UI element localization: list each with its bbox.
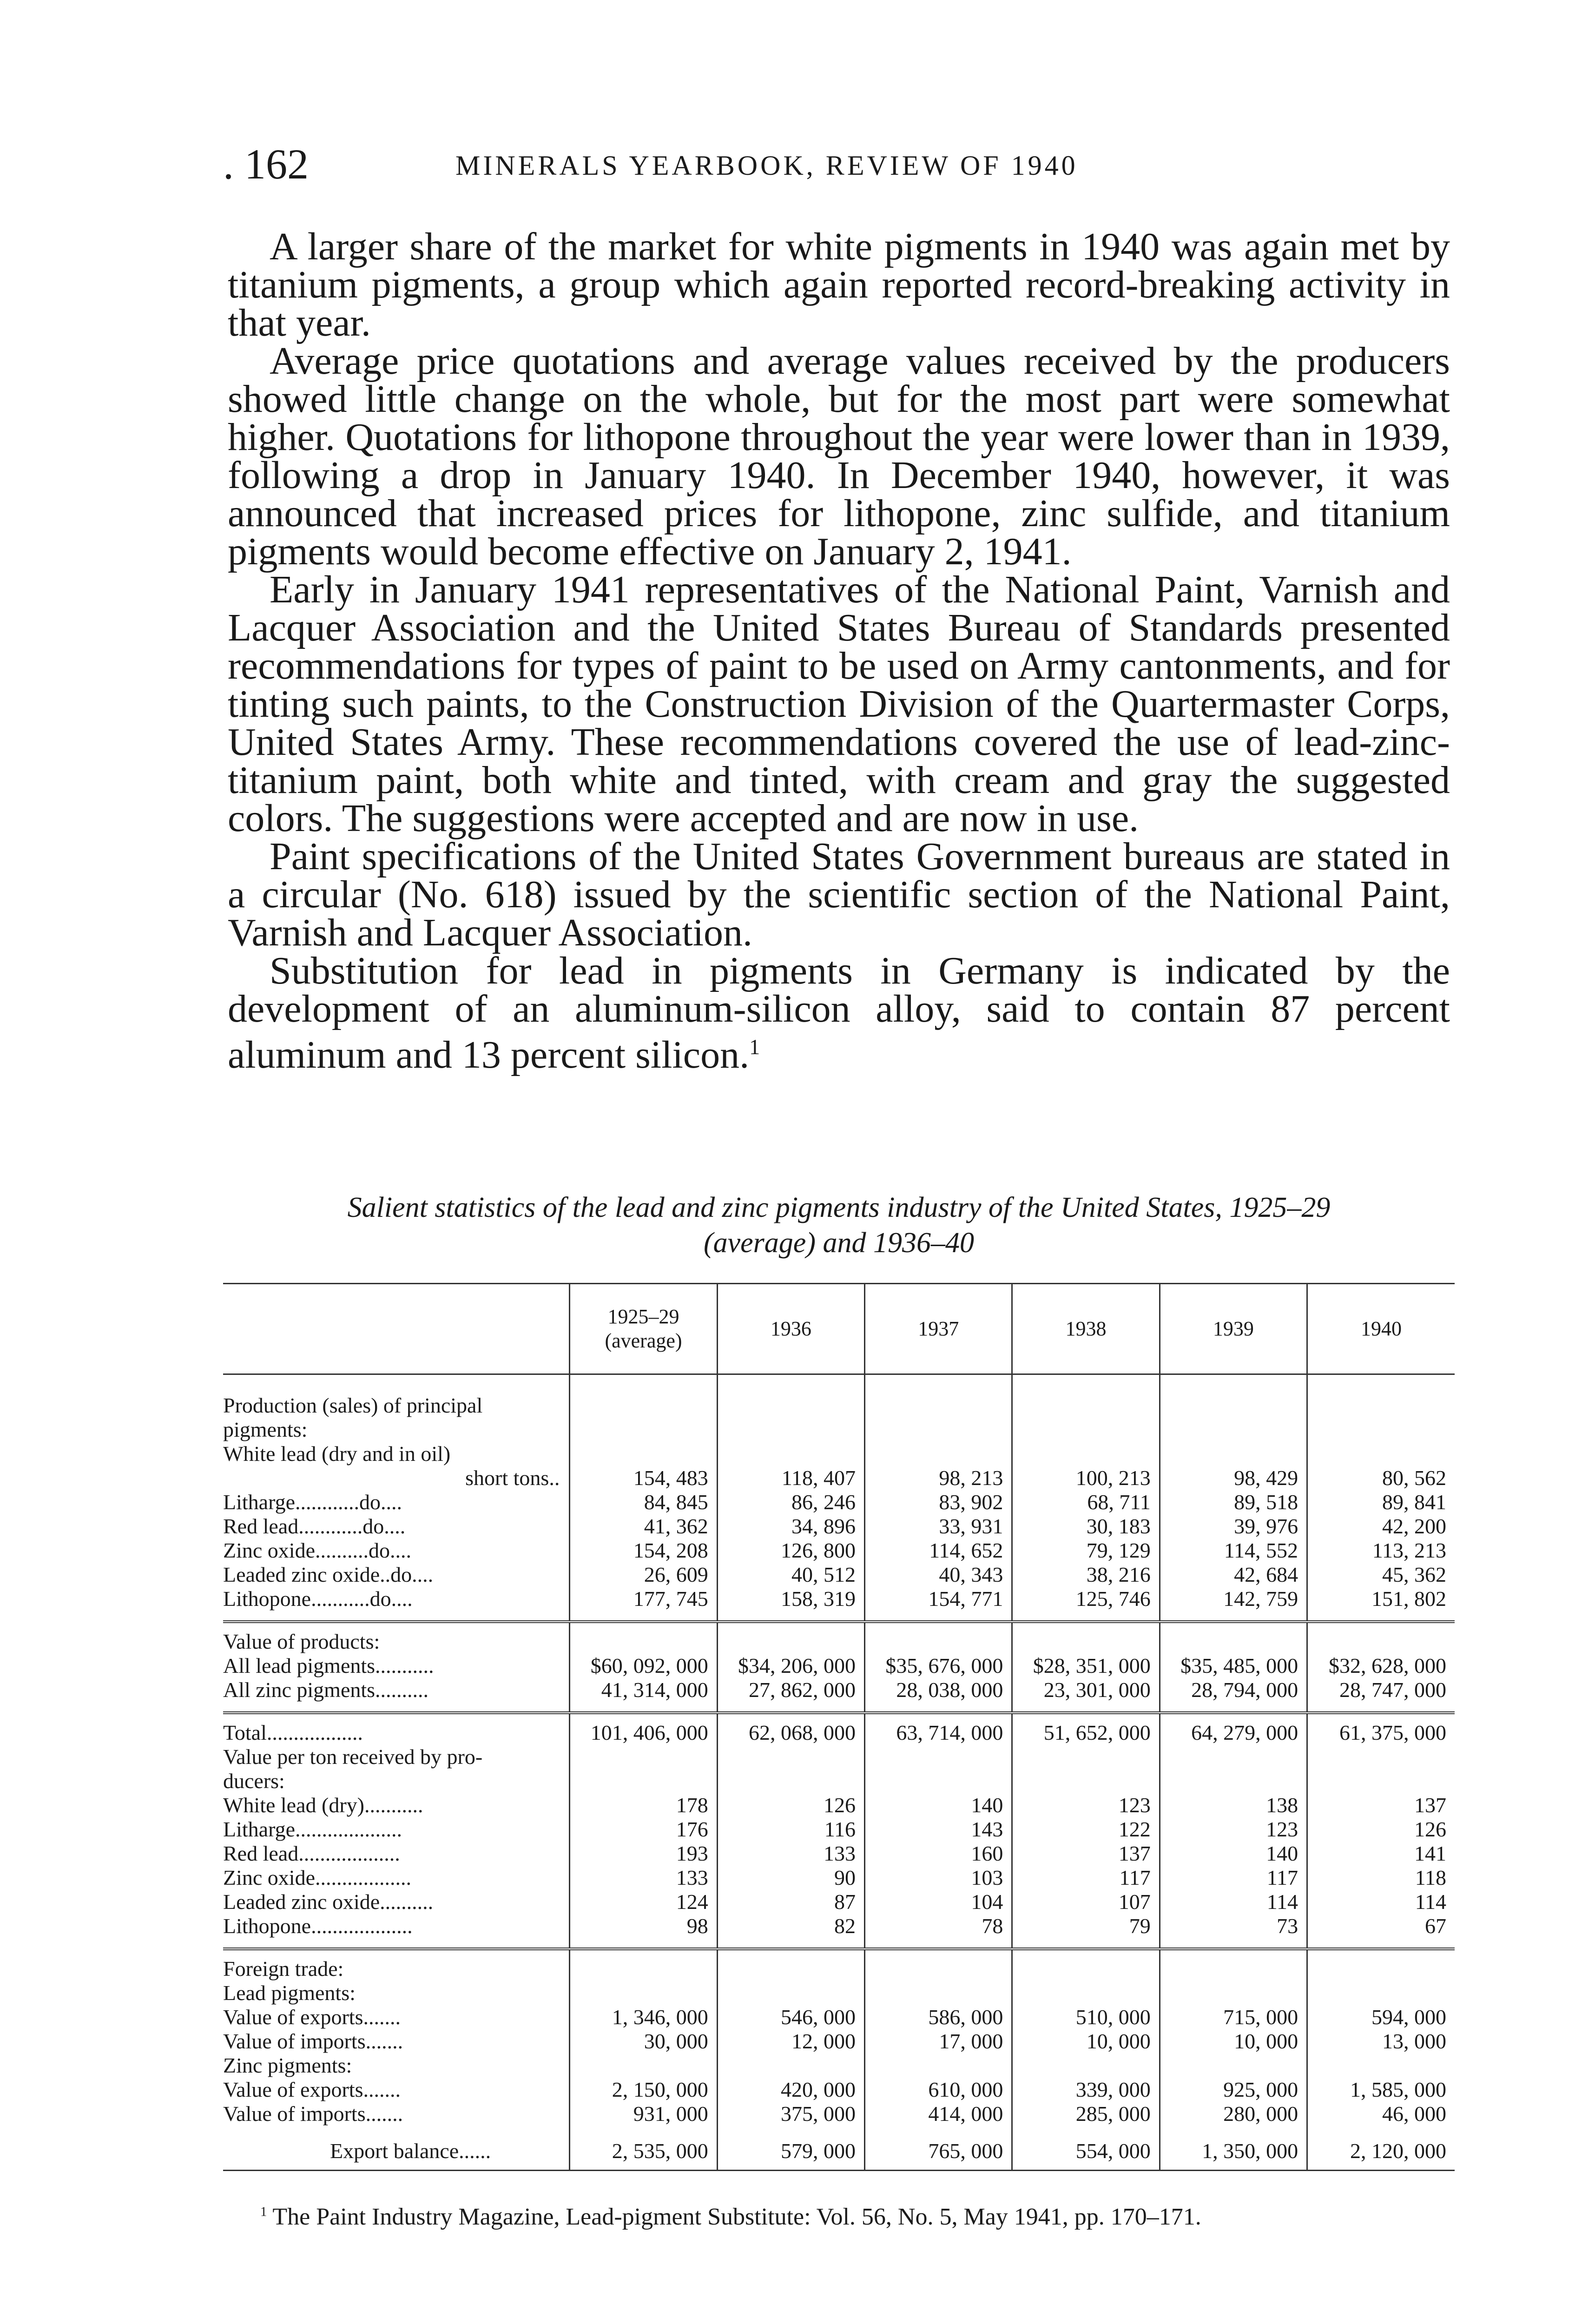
table-cell: 45, 362	[1307, 1563, 1455, 1587]
column-header-line: 1925–29	[607, 1305, 679, 1328]
table-row: Red lead................... 193 133 160 137 140 141	[223, 1842, 1455, 1866]
table-cell: 28, 747, 000	[1307, 1678, 1455, 1702]
table-cell: 124	[570, 1890, 717, 1914]
table-cell: 125, 746	[1012, 1587, 1160, 1611]
paragraph: Early in January 1941 representatives of the National Paint, Varnish and Lacquer Association and the United States Bureau of Standards presented recommendations for types of paint to be used on Army cantonments, and for tinting such paints, to the Construction Division of the Quartermaster Corps, United States Army. These recommendations covered the use of lead-zinc-titanium paint, both white and tinted, with cream and gray the suggested colors. The suggestions were accepted and are now in use.	[228, 568, 1450, 840]
table-cell: 715, 000	[1160, 2005, 1307, 2029]
table-row-total: Total.................. 101, 406, 000 62, 068, 000 63, 714, 000 51, 652, 000 64, 279, 000 61, 375, 000	[223, 1713, 1455, 1745]
running-title: MINERALS YEARBOOK, REVIEW OF 1940	[455, 150, 1078, 181]
table-cell: 42, 200	[1307, 1514, 1455, 1538]
column-header-1925-29	[570, 1284, 717, 1374]
table-cell: 87	[717, 1890, 864, 1914]
table-cell: 931, 000	[570, 2102, 717, 2126]
table-cell: 42, 684	[1160, 1563, 1307, 1587]
table-cell: 594, 000	[1307, 2005, 1455, 2029]
table-row: Zinc oxide.................. 133 90 103 117 117 118	[223, 1866, 1455, 1890]
table-row: short tons.. 154, 483 118, 407 98, 213 100, 213 98, 429 80, 562	[223, 1466, 1455, 1490]
table-cell: 17, 000	[865, 2029, 1012, 2053]
page-header	[223, 139, 1450, 191]
table-cell: 2, 120, 000	[1307, 2126, 1455, 2171]
table-cell: $34, 206, 000	[717, 1654, 864, 1678]
table-cell: 86, 246	[717, 1490, 864, 1514]
page-number: . 162	[223, 140, 309, 188]
table-cell: 28, 794, 000	[1160, 1678, 1307, 1702]
table-cell: 1, 585, 000	[1307, 2078, 1455, 2102]
table-cell: 140	[865, 1793, 1012, 1817]
table-section-heading: Production (sales) of principal	[223, 1393, 1455, 1418]
table-cell: 126	[1307, 1817, 1455, 1842]
table-cell: 339, 000	[1012, 2078, 1160, 2102]
table-row-export-balance: Export balance...... 2, 535, 000 579, 000 765, 000 554, 000 1, 350, 000 2, 120, 000	[223, 2126, 1455, 2171]
column-header-1936: 1936	[717, 1284, 864, 1374]
table-cell: 114	[1307, 1890, 1455, 1914]
table-row: Lithopone...........do.... 177, 745 158, 319 154, 771 125, 746 142, 759 151, 802	[223, 1587, 1455, 1611]
table-cell: 41, 314, 000	[570, 1678, 717, 1702]
table-cell: 137	[1307, 1793, 1455, 1817]
table-cell: 79	[1012, 1914, 1160, 1938]
table-cell: 765, 000	[865, 2126, 1012, 2171]
table-cell: 1, 350, 000	[1160, 2126, 1307, 2171]
table-cell: 23, 301, 000	[1012, 1678, 1160, 1702]
table-cell: 79, 129	[1012, 1538, 1160, 1563]
table-cell: 546, 000	[717, 2005, 864, 2029]
table-cell: 80, 562	[1307, 1466, 1455, 1490]
column-header-1940: 1940	[1307, 1284, 1455, 1374]
table-cell: 101, 406, 000	[570, 1713, 717, 1745]
table-cell: 33, 931	[865, 1514, 1012, 1538]
table-cell: 40, 512	[717, 1563, 864, 1587]
table-cell: 280, 000	[1160, 2102, 1307, 2126]
table-cell: 107	[1012, 1890, 1160, 1914]
table-cell: 118, 407	[717, 1466, 864, 1490]
table-caption-line: (average) and 1936–40	[704, 1227, 974, 1259]
table-section-heading: Value of products:	[223, 1622, 1455, 1654]
table-cell: 28, 038, 000	[865, 1678, 1012, 1702]
table-cell: 68, 711	[1012, 1490, 1160, 1514]
table-cell: 133	[717, 1842, 864, 1866]
table-caption-line: Salient statistics of the lead and zinc pigments industry of the United States, 1925–29	[347, 1192, 1331, 1223]
table-cell: 925, 000	[1160, 2078, 1307, 2102]
table-cell: 160	[865, 1842, 1012, 1866]
table-cell: 126	[717, 1793, 864, 1817]
table-row: Leaded zinc oxide.......... 124 87 104 107 114 114	[223, 1890, 1455, 1914]
paragraph	[228, 949, 1450, 1076]
table-cell: $32, 628, 000	[1307, 1654, 1455, 1678]
table-cell: 82	[717, 1914, 864, 1938]
column-header-line: (average)	[605, 1329, 682, 1352]
column-header-1939: 1939	[1160, 1284, 1307, 1374]
table-cell: 26, 609	[570, 1563, 717, 1587]
table-cell: 117	[1012, 1866, 1160, 1890]
table-cell: 114, 652	[865, 1538, 1012, 1563]
table-row: All lead pigments........... $60, 092, 000 $34, 206, 000 $35, 676, 000 $28, 351, 000 $35, 485, 000 $32, 628, 000	[223, 1654, 1455, 1678]
paragraph-text: Substitution for lead in pigments in Germany is indicated by the development of an aluminum-silicon alloy, said to contain 87 percent aluminum and 13 percent silicon.	[228, 949, 1450, 1076]
table-cell: 13, 000	[1307, 2029, 1455, 2053]
table-cell: 122	[1012, 1817, 1160, 1842]
footnote-reference: 1	[749, 1035, 760, 1059]
table-cell: 10, 000	[1160, 2029, 1307, 2053]
table-section-heading: Foreign trade:	[223, 1949, 1455, 1981]
table-cell: 137	[1012, 1842, 1160, 1866]
table-separator	[223, 1702, 1455, 1713]
table-section-heading: ducers:	[223, 1769, 1455, 1793]
table-cell: 12, 000	[717, 2029, 864, 2053]
table-row: Red lead............do.... 41, 362 34, 896 33, 931 30, 183 39, 976 42, 200	[223, 1514, 1455, 1538]
table-row: All zinc pigments.......... 41, 314, 000 27, 862, 000 28, 038, 000 23, 301, 000 28, 794, 000 28, 747, 000	[223, 1678, 1455, 1702]
table-cell: 375, 000	[717, 2102, 864, 2126]
table-cell: 285, 000	[1012, 2102, 1160, 2126]
table-cell: 151, 802	[1307, 1587, 1455, 1611]
table-cell: 158, 319	[717, 1587, 864, 1611]
table-cell: 39, 976	[1160, 1514, 1307, 1538]
table-cell: $35, 676, 000	[865, 1654, 1012, 1678]
table-cell: 41, 362	[570, 1514, 717, 1538]
table-cell: 90	[717, 1866, 864, 1890]
table-row: Value of imports....... 931, 000 375, 000 414, 000 285, 000 280, 000 46, 000	[223, 2102, 1455, 2126]
table-cell: 83, 902	[865, 1490, 1012, 1514]
table-cell: 100, 213	[1012, 1466, 1160, 1490]
table-cell: 98, 429	[1160, 1466, 1307, 1490]
table-cell: 116	[717, 1817, 864, 1842]
table-cell: 84, 845	[570, 1490, 717, 1514]
paragraph: Paint specifications of the United States Government bureaus are stated in a circular (No. 618) issued by the scientific section of the National Paint, Varnish and Lacquer Association.	[228, 835, 1450, 954]
table-cell: 46, 000	[1307, 2102, 1455, 2126]
table-cell: 154, 208	[570, 1538, 717, 1563]
table-cell: 118	[1307, 1866, 1455, 1890]
table-cell: $35, 485, 000	[1160, 1654, 1307, 1678]
body-text	[228, 225, 1450, 1076]
table-cell: 27, 862, 000	[717, 1678, 864, 1702]
table-cell: 414, 000	[865, 2102, 1012, 2126]
table-cell: 38, 216	[1012, 1563, 1160, 1587]
paragraph: Average price quotations and average values received by the producers showed little change on the whole, but for the most part were somewhat higher. Quotations for lithopone throughout the year were lower than in 1939, following a drop in January 1940. In December 1940, however, it was announced that increased prices for lithopone, zinc sulfide, and titanium pigments would become effective on January 2, 1941.	[228, 339, 1450, 573]
table-cell: 103	[865, 1866, 1012, 1890]
footnote-mark: 1	[260, 2205, 267, 2219]
table-caption	[228, 1190, 1450, 1261]
table-cell: 30, 000	[570, 2029, 717, 2053]
table-cell: 586, 000	[865, 2005, 1012, 2029]
table-cell: 61, 375, 000	[1307, 1713, 1455, 1745]
table-cell: 10, 000	[1012, 2029, 1160, 2053]
table-cell: 113, 213	[1307, 1538, 1455, 1563]
table-header-row	[223, 1284, 1455, 1374]
table-cell: 176	[570, 1817, 717, 1842]
table-row: Value of exports....... 1, 346, 000 546, 000 586, 000 510, 000 715, 000 594, 000	[223, 2005, 1455, 2029]
table-cell: 117	[1160, 1866, 1307, 1890]
footnote	[260, 2203, 1201, 2231]
table-cell: 138	[1160, 1793, 1307, 1817]
table-cell: 98	[570, 1914, 717, 1938]
table-cell: 30, 183	[1012, 1514, 1160, 1538]
table-section-heading: Value per ton received by pro-	[223, 1745, 1455, 1769]
table-cell: 34, 896	[717, 1514, 864, 1538]
table-cell: $28, 351, 000	[1012, 1654, 1160, 1678]
table-cell: 89, 518	[1160, 1490, 1307, 1514]
table-cell: 98, 213	[865, 1466, 1012, 1490]
table-section-heading: Zinc pigments:	[223, 2053, 1455, 2078]
table-cell: 89, 841	[1307, 1490, 1455, 1514]
table-cell: 177, 745	[570, 1587, 717, 1611]
table-cell: 510, 000	[1012, 2005, 1160, 2029]
table-separator	[223, 1938, 1455, 1949]
table-cell: 1, 346, 000	[570, 2005, 717, 2029]
table-cell: 610, 000	[865, 2078, 1012, 2102]
table-cell: 123	[1160, 1817, 1307, 1842]
table-row: White lead (dry)........... 178 126 140 123 138 137	[223, 1793, 1455, 1817]
table-cell: 40, 343	[865, 1563, 1012, 1587]
table-cell: 126, 800	[717, 1538, 864, 1563]
table-cell: 143	[865, 1817, 1012, 1842]
table-cell: 73	[1160, 1914, 1307, 1938]
table-cell: 67	[1307, 1914, 1455, 1938]
table-cell: 133	[570, 1866, 717, 1890]
table-cell: 2, 150, 000	[570, 2078, 717, 2102]
table-cell: 554, 000	[1012, 2126, 1160, 2171]
table-cell: 420, 000	[717, 2078, 864, 2102]
table-cell: 193	[570, 1842, 717, 1866]
table-row: Leaded zinc oxide..do.... 26, 609 40, 512 40, 343 38, 216 42, 684 45, 362	[223, 1563, 1455, 1587]
table-cell: 142, 759	[1160, 1587, 1307, 1611]
table-row: Litharge.................... 176 116 143 122 123 126	[223, 1817, 1455, 1842]
table-row: Litharge............do.... 84, 845 86, 246 83, 902 68, 711 89, 518 89, 841	[223, 1490, 1455, 1514]
table-cell: 178	[570, 1793, 717, 1817]
table-cell: 2, 535, 000	[570, 2126, 717, 2171]
table-cell: 114	[1160, 1890, 1307, 1914]
table-cell: 579, 000	[717, 2126, 864, 2171]
paragraph: A larger share of the market for white pigments in 1940 was again met by titanium pigments, a group which again reported record-breaking activity in that year.	[228, 225, 1450, 344]
table-row: Zinc oxide..........do.... 154, 208 126, 800 114, 652 79, 129 114, 552 113, 213	[223, 1538, 1455, 1563]
table-cell: 154, 771	[865, 1587, 1012, 1611]
table-cell: 123	[1012, 1793, 1160, 1817]
table-row: Lithopone................... 98 82 78 79 73 67	[223, 1914, 1455, 1938]
column-header-1938: 1938	[1012, 1284, 1160, 1374]
statistics-table	[223, 1283, 1455, 2171]
table-cell: 64, 279, 000	[1160, 1713, 1307, 1745]
table-row: Value of exports....... 2, 150, 000 420, 000 610, 000 339, 000 925, 000 1, 585, 000	[223, 2078, 1455, 2102]
table-section-heading: pigments:	[223, 1418, 1455, 1442]
table-separator	[223, 1611, 1455, 1622]
table-cell: 62, 068, 000	[717, 1713, 864, 1745]
table-cell: 104	[865, 1890, 1012, 1914]
table-row: Value of imports....... 30, 000 12, 000 17, 000 10, 000 10, 000 13, 000	[223, 2029, 1455, 2053]
table-cell: 114, 552	[1160, 1538, 1307, 1563]
table-cell: 51, 652, 000	[1012, 1713, 1160, 1745]
table-row-label: White lead (dry and in oil)	[223, 1442, 1455, 1466]
table-cell: 78	[865, 1914, 1012, 1938]
footnote-text: The Paint Industry Magazine, Lead-pigment Substitute: Vol. 56, No. 5, May 1941, pp. 170–171.	[272, 2204, 1201, 2230]
table-section-heading: Lead pigments:	[223, 1981, 1455, 2005]
column-header-label	[223, 1284, 570, 1374]
table-cell: $60, 092, 000	[570, 1654, 717, 1678]
table-cell: 140	[1160, 1842, 1307, 1866]
column-header-1937: 1937	[865, 1284, 1012, 1374]
table-cell: 63, 714, 000	[865, 1713, 1012, 1745]
table-cell: 141	[1307, 1842, 1455, 1866]
table-cell: 154, 483	[570, 1466, 717, 1490]
